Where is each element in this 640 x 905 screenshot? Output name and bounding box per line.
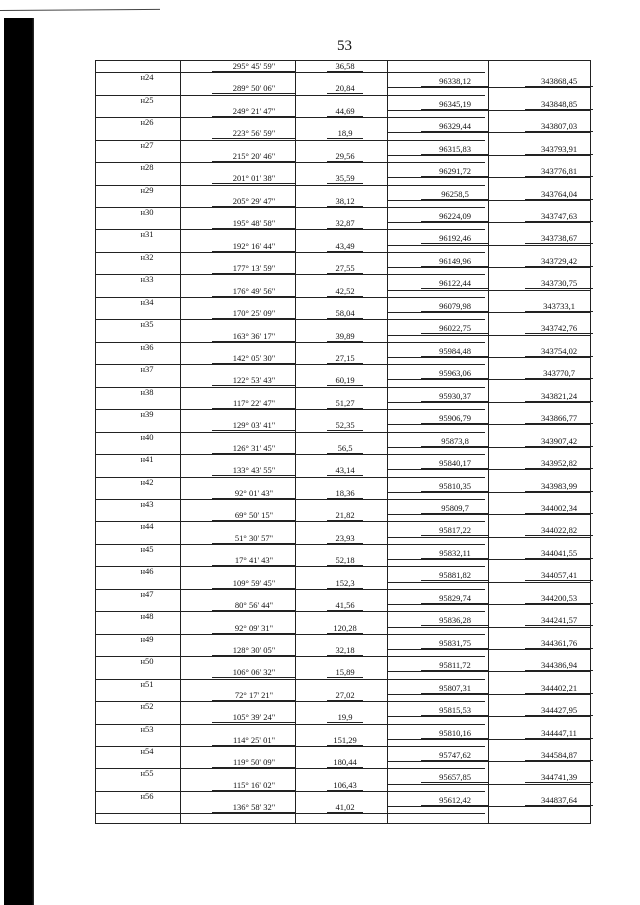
segment-distance: 52,18 bbox=[327, 555, 363, 566]
direction-angle: 128° 30' 05" bbox=[212, 645, 296, 656]
y-coordinate: 343764,04 bbox=[525, 189, 593, 200]
direction-angle: 122° 53' 43" bbox=[212, 375, 296, 386]
direction-angle: 92° 01' 43" bbox=[212, 488, 296, 499]
x-coordinate: 95815,53 bbox=[421, 705, 489, 716]
y-coordinate: 344002,34 bbox=[525, 503, 593, 514]
y-coordinate: 343733,1 bbox=[525, 301, 593, 312]
x-coordinate: 96258,5 bbox=[421, 189, 489, 200]
segment-distance: 43,49 bbox=[327, 241, 363, 252]
x-coordinate: 96329,44 bbox=[421, 121, 489, 132]
x-coordinate: 95829,74 bbox=[421, 593, 489, 604]
y-coordinate: 344584,87 bbox=[525, 750, 593, 761]
direction-angle: 126° 31' 45" bbox=[212, 443, 296, 454]
point-label: н40 bbox=[140, 431, 154, 442]
point-label: н25 bbox=[140, 94, 154, 105]
direction-angle: 114° 25' 01" bbox=[212, 735, 296, 746]
segment-distance: 20,84 bbox=[327, 83, 363, 94]
row-rule bbox=[388, 784, 591, 785]
scan-artifact-line bbox=[0, 9, 160, 11]
row-rule bbox=[388, 671, 591, 672]
y-coordinate: 344386,94 bbox=[525, 660, 593, 671]
x-coordinate: 95831,75 bbox=[421, 638, 489, 649]
point-label: н27 bbox=[140, 139, 154, 150]
segment-distance: 56,5 bbox=[327, 443, 363, 454]
segment-distance: 152,3 bbox=[327, 578, 363, 589]
y-coordinate: 344741,39 bbox=[525, 772, 593, 783]
x-coordinate: 95963,06 bbox=[421, 368, 489, 379]
point-label: н29 bbox=[140, 184, 154, 195]
row-rule bbox=[388, 200, 591, 201]
direction-angle: 136° 58' 32" bbox=[212, 802, 296, 813]
point-label: н51 bbox=[140, 678, 154, 689]
y-coordinate: 344200,53 bbox=[525, 593, 593, 604]
x-coordinate: 95832,11 bbox=[421, 548, 489, 559]
point-label: н37 bbox=[140, 364, 154, 375]
direction-angle: 72° 17' 21" bbox=[212, 690, 296, 701]
direction-angle: 223° 56' 59" bbox=[212, 128, 296, 139]
direction-angle: 249° 21' 47" bbox=[212, 106, 296, 117]
y-coordinate: 343742,76 bbox=[525, 323, 593, 334]
point-label: н53 bbox=[140, 723, 154, 734]
row-rule bbox=[388, 335, 591, 336]
direction-angle: 205° 29' 47" bbox=[212, 196, 296, 207]
row-rule bbox=[388, 739, 591, 740]
x-coordinate: 95747,62 bbox=[421, 750, 489, 761]
point-label: н48 bbox=[140, 611, 154, 622]
y-coordinate: 343952,82 bbox=[525, 458, 593, 469]
y-coordinate: 344837,64 bbox=[525, 795, 593, 806]
segment-distance: 120,28 bbox=[327, 623, 363, 634]
direction-angle: 192° 16' 44" bbox=[212, 241, 296, 252]
point-label: н28 bbox=[140, 162, 154, 173]
segment-distance: 41,02 bbox=[327, 802, 363, 813]
y-coordinate: 343730,75 bbox=[525, 278, 593, 289]
x-coordinate: 96315,83 bbox=[421, 144, 489, 155]
point-label: н30 bbox=[140, 206, 154, 217]
point-label: н34 bbox=[140, 296, 154, 307]
row-rule bbox=[388, 87, 591, 88]
row-rule bbox=[388, 627, 591, 628]
direction-angle: 92° 09' 31" bbox=[212, 623, 296, 634]
row-rule bbox=[388, 492, 591, 493]
row-rule bbox=[388, 402, 591, 403]
direction-angle: 115° 16' 02" bbox=[212, 780, 296, 791]
y-coordinate: 344447,11 bbox=[525, 728, 593, 739]
x-coordinate: 95984,48 bbox=[421, 346, 489, 357]
y-coordinate: 343868,45 bbox=[525, 76, 593, 87]
row-rule bbox=[388, 559, 591, 560]
segment-distance: 29,56 bbox=[327, 151, 363, 162]
point-label: н54 bbox=[140, 746, 154, 757]
point-label: н44 bbox=[140, 521, 154, 532]
x-coordinate: 96224,09 bbox=[421, 211, 489, 222]
row-rule bbox=[388, 716, 591, 717]
segment-distance: 27,02 bbox=[327, 690, 363, 701]
segment-distance: 60,19 bbox=[327, 375, 363, 386]
direction-angle: 109° 59' 45" bbox=[212, 578, 296, 589]
row-rule bbox=[388, 177, 591, 178]
direction-angle: 105° 39' 24" bbox=[212, 712, 296, 723]
x-coordinate: 95807,31 bbox=[421, 683, 489, 694]
direction-angle: 119° 50' 09" bbox=[212, 757, 296, 768]
direction-angle: 142° 05' 30" bbox=[212, 353, 296, 364]
x-coordinate: 95810,16 bbox=[421, 728, 489, 739]
point-label: н26 bbox=[140, 117, 154, 128]
row-rule bbox=[388, 424, 591, 425]
segment-distance: 18,9 bbox=[327, 128, 363, 139]
row-rule bbox=[388, 312, 591, 313]
x-coordinate: 95881,82 bbox=[421, 570, 489, 581]
point-label: н49 bbox=[140, 633, 154, 644]
row-rule bbox=[95, 813, 485, 814]
y-coordinate: 343907,42 bbox=[525, 436, 593, 447]
segment-distance: 180,44 bbox=[327, 757, 363, 768]
segment-distance: 15,89 bbox=[327, 667, 363, 678]
point-label: н32 bbox=[140, 251, 154, 262]
y-coordinate: 343793,91 bbox=[525, 144, 593, 155]
direction-angle: 176° 49' 56" bbox=[212, 286, 296, 297]
y-coordinate: 343807,03 bbox=[525, 121, 593, 132]
x-coordinate: 95612,42 bbox=[421, 795, 489, 806]
direction-angle: 129° 03' 41" bbox=[212, 420, 296, 431]
x-coordinate: 96122,44 bbox=[421, 278, 489, 289]
y-coordinate: 343776,81 bbox=[525, 166, 593, 177]
direction-angle: 17° 41' 43" bbox=[212, 555, 296, 566]
y-coordinate: 343848,85 bbox=[525, 99, 593, 110]
direction-angle: 133° 43' 55" bbox=[212, 465, 296, 476]
row-rule bbox=[388, 582, 591, 583]
y-coordinate: 343983,99 bbox=[525, 481, 593, 492]
row-rule bbox=[388, 447, 591, 448]
y-coordinate: 343770,7 bbox=[525, 368, 593, 379]
point-label: н56 bbox=[140, 790, 154, 801]
segment-distance: 151,29 bbox=[327, 735, 363, 746]
segment-distance: 52,35 bbox=[327, 420, 363, 431]
segment-distance: 38,12 bbox=[327, 196, 363, 207]
segment-distance: 42,52 bbox=[327, 286, 363, 297]
row-rule bbox=[388, 132, 591, 133]
segment-distance: 106,43 bbox=[327, 780, 363, 791]
row-rule bbox=[388, 537, 591, 538]
scan-shadow-edge bbox=[4, 18, 34, 905]
row-rule bbox=[388, 604, 591, 605]
point-label: н50 bbox=[140, 656, 154, 667]
y-coordinate: 344427,95 bbox=[525, 705, 593, 716]
y-coordinate: 343729,42 bbox=[525, 256, 593, 267]
y-coordinate: 344402,21 bbox=[525, 683, 593, 694]
x-coordinate: 95930,37 bbox=[421, 391, 489, 402]
point-label: н31 bbox=[140, 229, 154, 240]
direction-angle: 177° 13' 59" bbox=[212, 263, 296, 274]
row-rule bbox=[388, 806, 591, 807]
point-label: н24 bbox=[140, 72, 154, 83]
row-rule bbox=[388, 267, 591, 268]
y-coordinate: 344057,41 bbox=[525, 570, 593, 581]
point-label: н33 bbox=[140, 274, 154, 285]
column-divider bbox=[180, 60, 181, 824]
x-coordinate: 96079,98 bbox=[421, 301, 489, 312]
y-coordinate: 343747,63 bbox=[525, 211, 593, 222]
direction-angle: 51° 30' 57" bbox=[212, 533, 296, 544]
segment-distance: 41,56 bbox=[327, 600, 363, 611]
row-rule bbox=[388, 469, 591, 470]
segment-distance: 36,58 bbox=[327, 61, 363, 72]
segment-distance: 32,18 bbox=[327, 645, 363, 656]
x-coordinate: 96192,46 bbox=[421, 233, 489, 244]
point-label: н43 bbox=[140, 498, 154, 509]
row-rule bbox=[388, 290, 591, 291]
row-rule bbox=[388, 110, 591, 111]
point-label: н52 bbox=[140, 701, 154, 712]
direction-angle: 170° 25' 09" bbox=[212, 308, 296, 319]
segment-distance: 39,89 bbox=[327, 331, 363, 342]
point-label: н55 bbox=[140, 768, 154, 779]
point-label: н41 bbox=[140, 454, 154, 465]
x-coordinate: 95817,22 bbox=[421, 525, 489, 536]
y-coordinate: 343821,24 bbox=[525, 391, 593, 402]
y-coordinate: 343738,67 bbox=[525, 233, 593, 244]
segment-distance: 27,15 bbox=[327, 353, 363, 364]
segment-distance: 43,14 bbox=[327, 465, 363, 476]
segment-distance: 23,93 bbox=[327, 533, 363, 544]
segment-distance: 58,04 bbox=[327, 308, 363, 319]
direction-angle: 195° 48' 58" bbox=[212, 218, 296, 229]
y-coordinate: 344361,76 bbox=[525, 638, 593, 649]
point-label: н36 bbox=[140, 341, 154, 352]
x-coordinate: 95657,85 bbox=[421, 772, 489, 783]
direction-angle: 295° 45' 59" bbox=[212, 61, 296, 72]
column-divider bbox=[387, 60, 388, 824]
x-coordinate: 95840,17 bbox=[421, 458, 489, 469]
y-coordinate: 344041,55 bbox=[525, 548, 593, 559]
direction-angle: 80° 56' 44" bbox=[212, 600, 296, 611]
segment-distance: 18,36 bbox=[327, 488, 363, 499]
row-rule bbox=[388, 694, 591, 695]
x-coordinate: 95810,35 bbox=[421, 481, 489, 492]
segment-distance: 19,9 bbox=[327, 712, 363, 723]
coordinates-table bbox=[95, 60, 591, 824]
point-label: н39 bbox=[140, 409, 154, 420]
y-coordinate: 343866,77 bbox=[525, 413, 593, 424]
x-coordinate: 95906,79 bbox=[421, 413, 489, 424]
x-coordinate: 95836,28 bbox=[421, 615, 489, 626]
y-coordinate: 344241,57 bbox=[525, 615, 593, 626]
segment-distance: 44,69 bbox=[327, 106, 363, 117]
x-coordinate: 96345,19 bbox=[421, 99, 489, 110]
x-coordinate: 96291,72 bbox=[421, 166, 489, 177]
x-coordinate: 96149,96 bbox=[421, 256, 489, 267]
x-coordinate: 96338,12 bbox=[421, 76, 489, 87]
direction-angle: 117° 22' 47" bbox=[212, 398, 296, 409]
point-label: н38 bbox=[140, 386, 154, 397]
x-coordinate: 95811,72 bbox=[421, 660, 489, 671]
y-coordinate: 343754,02 bbox=[525, 346, 593, 357]
point-label: н45 bbox=[140, 543, 154, 554]
x-coordinate: 96022,75 bbox=[421, 323, 489, 334]
segment-distance: 35,59 bbox=[327, 173, 363, 184]
x-coordinate: 95873,8 bbox=[421, 436, 489, 447]
row-rule bbox=[388, 379, 591, 380]
row-rule bbox=[388, 514, 591, 515]
row-rule bbox=[388, 761, 591, 762]
segment-distance: 51,27 bbox=[327, 398, 363, 409]
row-rule bbox=[388, 649, 591, 650]
segment-distance: 32,87 bbox=[327, 218, 363, 229]
page-number: 53 bbox=[337, 38, 352, 54]
direction-angle: 69° 50' 15" bbox=[212, 510, 296, 521]
point-label: н47 bbox=[140, 588, 154, 599]
row-rule bbox=[388, 245, 591, 246]
segment-distance: 21,82 bbox=[327, 510, 363, 521]
point-label: н35 bbox=[140, 319, 154, 330]
point-label: н42 bbox=[140, 476, 154, 487]
segment-distance: 27,55 bbox=[327, 263, 363, 274]
point-label: н46 bbox=[140, 566, 154, 577]
row-rule bbox=[388, 357, 591, 358]
x-coordinate: 95809,7 bbox=[421, 503, 489, 514]
row-rule bbox=[388, 155, 591, 156]
direction-angle: 289° 50' 06" bbox=[212, 83, 296, 94]
direction-angle: 163° 36' 17" bbox=[212, 331, 296, 342]
row-rule bbox=[388, 222, 591, 223]
y-coordinate: 344022,82 bbox=[525, 525, 593, 536]
direction-angle: 201° 01' 38" bbox=[212, 173, 296, 184]
direction-angle: 106° 06' 32" bbox=[212, 667, 296, 678]
direction-angle: 215° 20' 46" bbox=[212, 151, 296, 162]
